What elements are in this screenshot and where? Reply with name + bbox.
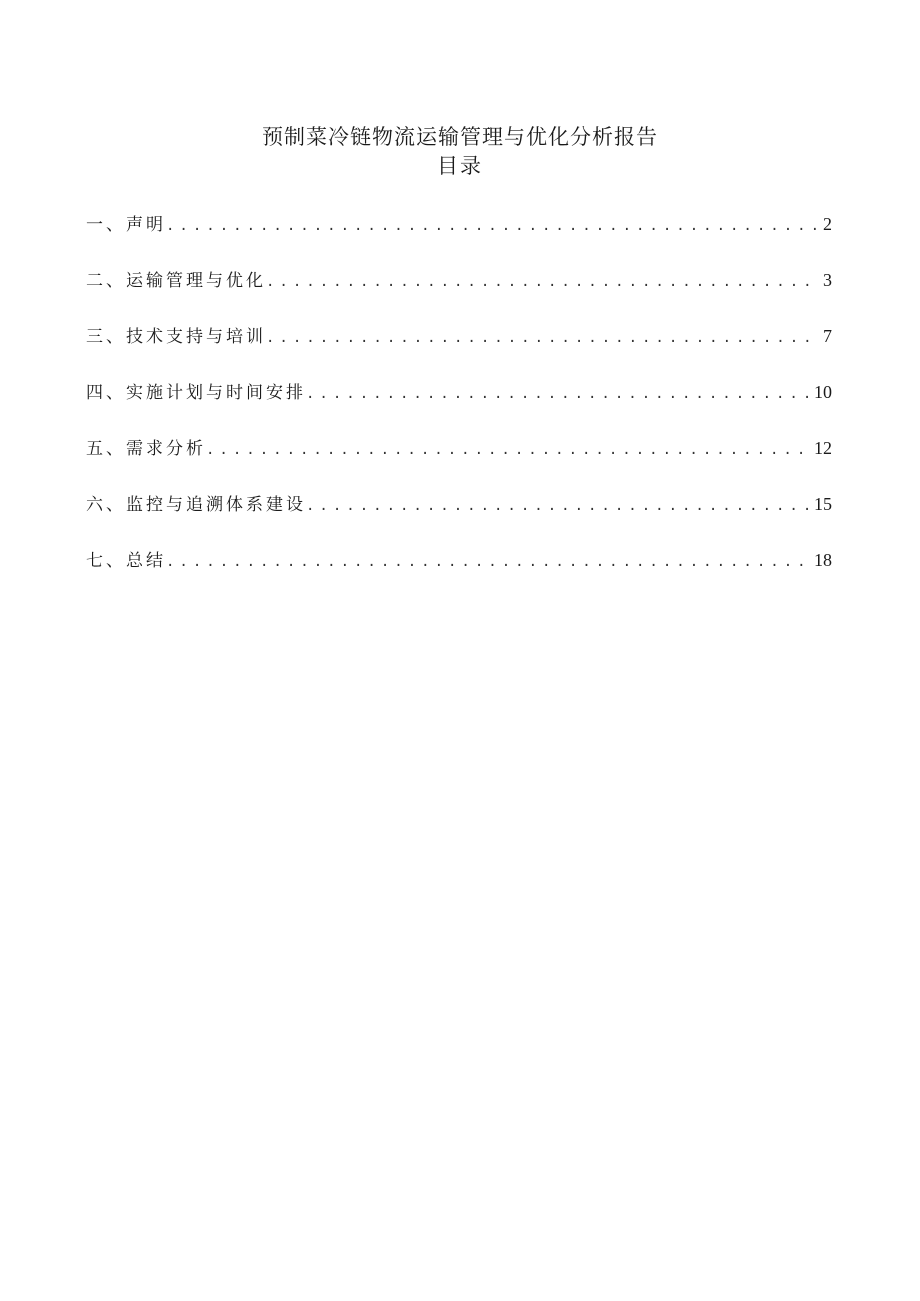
toc-page-number: 2: [823, 214, 832, 234]
toc-page-number: 12: [814, 438, 832, 458]
toc-entry-implementation-plan[interactable]: [86, 377, 832, 433]
toc-dot-leader: [306, 379, 810, 409]
toc-page-number: 18: [814, 550, 832, 570]
table-of-contents: [86, 209, 832, 601]
toc-entry-summary[interactable]: [86, 545, 832, 601]
toc-entry-tech-support[interactable]: [86, 321, 832, 377]
toc-dot-leader: [206, 435, 810, 465]
toc-dot-leader: [166, 211, 819, 241]
document-title: 预制菜冷链物流运输管理与优化分析报告: [262, 125, 658, 149]
toc-entry-label: 一、声明: [86, 215, 166, 235]
toc-page-number: 10: [814, 382, 832, 402]
toc-entry-statement[interactable]: [86, 209, 832, 265]
toc-entry-label: 七、总结: [86, 551, 166, 571]
toc-entry-label: 二、运输管理与优化: [86, 271, 266, 291]
toc-entry-label: 五、需求分析: [86, 439, 206, 459]
toc-page-number: 3: [823, 270, 832, 290]
toc-page-number: 7: [823, 326, 832, 346]
toc-entry-demand-analysis[interactable]: [86, 433, 832, 489]
toc-entry-label: 六、监控与追溯体系建设: [86, 495, 306, 515]
toc-dot-leader: [166, 547, 810, 577]
toc-heading: 目录: [437, 154, 483, 178]
toc-entry-label: 三、技术支持与培训: [86, 327, 266, 347]
title-block: [0, 122, 920, 180]
toc-dot-leader: [266, 323, 819, 353]
toc-entry-label: 四、实施计划与时间安排: [86, 383, 306, 403]
toc-page-number: 15: [814, 494, 832, 514]
toc-dot-leader: [306, 491, 810, 521]
toc-entry-transport-management[interactable]: [86, 265, 832, 321]
toc-entry-monitoring-tracing[interactable]: [86, 489, 832, 545]
toc-dot-leader: [266, 267, 819, 297]
